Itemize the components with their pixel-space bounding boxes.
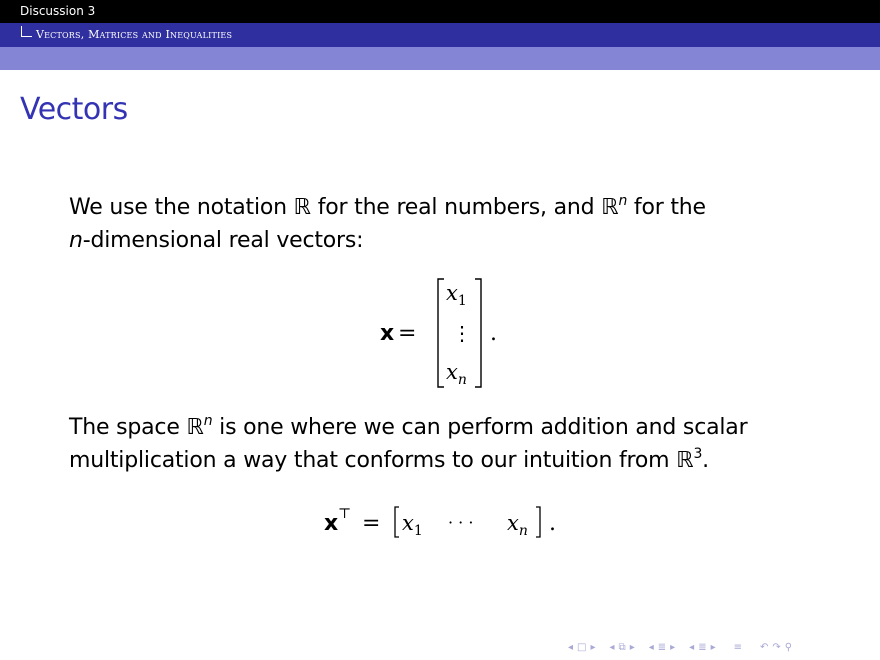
row-vector-equation	[322, 502, 562, 542]
header-subsection-bar	[0, 23, 880, 47]
prev-subsection-icon[interactable]: ◂	[609, 641, 615, 653]
next-subsection-icon[interactable]: ▸	[629, 641, 635, 653]
navigation-bar	[568, 640, 873, 654]
text: .	[702, 448, 709, 473]
left-bracket	[395, 507, 399, 537]
text: is one where we can perform addition and scalar	[212, 415, 748, 440]
next-section-icon[interactable]: ▸	[670, 641, 676, 653]
vector-x: x	[380, 321, 395, 346]
prev-document-icon[interactable]: ◂	[689, 641, 695, 653]
section-name[interactable]: Discussion 3	[20, 4, 96, 18]
column-vector-equation	[378, 276, 508, 392]
subsection-icon: ⧉	[618, 641, 626, 653]
exponent-n: n	[203, 413, 213, 429]
equals-sign: =	[398, 321, 417, 346]
vertical-dots: ⋮	[452, 321, 472, 345]
period: .	[549, 511, 556, 536]
text: The space	[69, 415, 187, 440]
transpose-symbol: ⊤	[338, 506, 352, 522]
text: -dimensional real vectors:	[82, 228, 364, 253]
italic-n: n	[69, 228, 83, 253]
horizontal-dots: · · ·	[448, 513, 474, 532]
prev-frame-icon[interactable]: ◂	[568, 641, 574, 653]
subsection-tree-icon	[21, 26, 32, 37]
left-bracket	[438, 279, 444, 387]
reals-n-symbol: ℝ	[601, 195, 619, 220]
exponent-n: n	[618, 193, 628, 209]
next-document-icon[interactable]: ▸	[710, 641, 716, 653]
header-section-bar	[0, 0, 880, 23]
next-frame-icon[interactable]: ▸	[590, 641, 596, 653]
exponent-3: 3	[693, 446, 703, 462]
reals-3-symbol: ℝ	[676, 448, 694, 473]
prev-section-icon[interactable]: ◂	[648, 641, 654, 653]
text: for the	[627, 195, 706, 220]
entry-x1: $x_1$	[446, 281, 467, 309]
paragraph-space	[69, 411, 747, 477]
entry-xn: $x_n$	[507, 511, 528, 539]
right-bracket	[475, 279, 481, 387]
paragraph-notation	[69, 191, 706, 257]
subsection-name[interactable]: Vectors, Matrices and Inequalities	[36, 28, 233, 41]
frame-icon: □	[577, 641, 587, 653]
document-icon: ≣	[698, 641, 707, 653]
reals-n-symbol: ℝ	[186, 415, 204, 440]
period: .	[490, 321, 497, 346]
text: multiplication a way that conforms to our intuition from	[69, 448, 677, 473]
right-bracket	[536, 507, 540, 537]
section-icon: ≣	[657, 641, 667, 653]
equals-sign: =	[362, 511, 381, 536]
back-icon[interactable]: ↶	[760, 641, 769, 653]
text: We use the notation	[69, 195, 294, 220]
toc-icon[interactable]: ≡	[733, 641, 743, 653]
entry-x1: $x_1$	[402, 511, 423, 539]
header-accent-bar	[0, 47, 880, 70]
entry-xn: $x_n$	[446, 360, 467, 388]
text: for the real numbers, and	[310, 195, 602, 220]
frame-title: Vectors	[20, 92, 128, 127]
reals-symbol: ℝ	[293, 195, 311, 220]
search-icon[interactable]: ⚲	[784, 641, 793, 653]
forward-icon[interactable]: ↷	[772, 641, 781, 653]
vector-x: x	[324, 511, 339, 536]
